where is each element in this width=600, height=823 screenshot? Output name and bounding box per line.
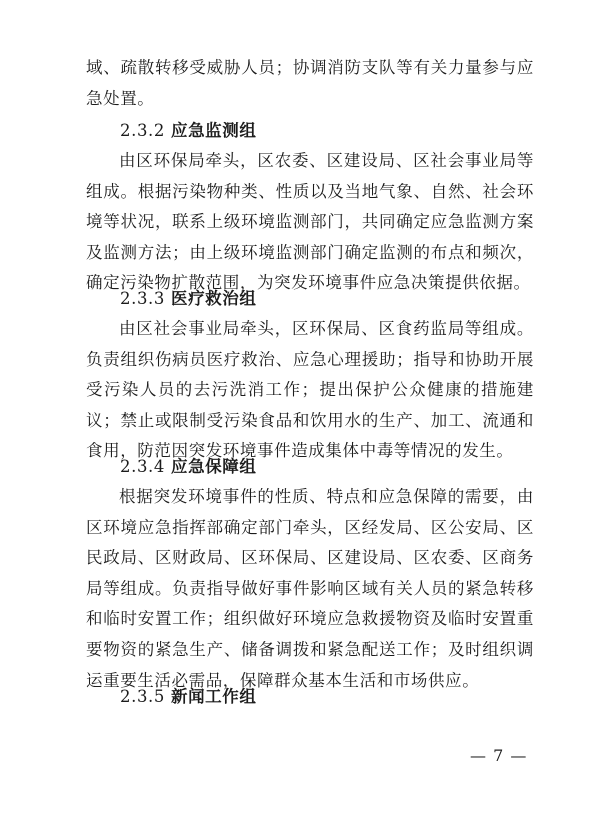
page-number: — 7 —: [470, 746, 528, 765]
section-heading-2-3-5: [120, 682, 256, 712]
section-heading-2-3-4: [120, 452, 256, 482]
section-number: 2.3.2: [120, 121, 165, 140]
section-heading-2-3-3: [120, 284, 256, 314]
paragraph-monitoring: 由区环保局牵头，区农委、区建设局、区社会事业局等组成。根据污染物种类、性质以及当地气象、自然、社会环境等状况，联系上级环境监测部门，共同确定应急监测方案及监测方法；由上级环境监测部门确定监测的布点和频次，确定污染物扩散范围，为突发环境事件应急决策提供依据。: [86, 151, 534, 293]
section-title: 新闻工作组: [170, 687, 257, 706]
paragraph-support: 根据突发环境事件的性质、特点和应急保障的需要，由区环境应急指挥部确定部门牵头，区经发局、区公安局、区民政局、区财政局、区环保局、区建设局、区农委、区商务局等组成。负责指导做好事件影响区域有关人员的紧急转移和临时安置工作；组织做好环境应急救援物资及临时安置重要物资的紧急生产、储备调拨和紧急配送工作；及时组织调运重要生活必需品，保障群众基本生活和市场供应。: [86, 487, 534, 690]
section-heading-2-3-2: [120, 116, 256, 146]
section-number: 2.3.3: [120, 289, 165, 308]
section-title: 应急保障组: [170, 457, 257, 476]
paragraph-continuation: 域、疏散转移受威胁人员；协调消防支队等有关力量参与应急处置。: [86, 58, 534, 108]
paragraph-medical: 由区社会事业局牵头，区环保局、区食药监局等组成。负责组织伤病员医疗救治、应急心理援助；指导和协助开展受污染人员的去污洗消工作；提出保护公众健康的措施建议；禁止或限制受污染食品和饮用水的生产、加工、流通和食用，防范因突发环境事件造成集体中毒等情况的发生。: [86, 319, 534, 461]
section-title: 应急监测组: [170, 121, 257, 140]
section-title: 医疗救治组: [170, 289, 257, 308]
section-number: 2.3.4: [120, 457, 165, 476]
section-number: 2.3.5: [120, 687, 165, 706]
